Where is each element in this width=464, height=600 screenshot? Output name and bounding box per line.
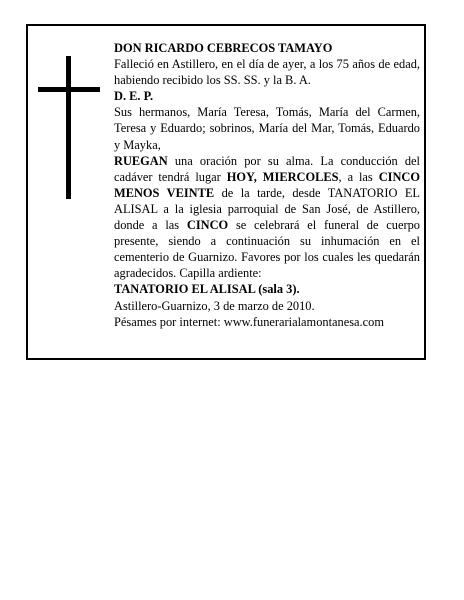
- day-label: HOY, MIERCOLES: [226, 169, 339, 184]
- funeral-text: se celebrará el funeral de cuerpo presente, siendo a continuación su inhumación en el cementerio de Guarnizo. Favores por los cuales les quedarán agradecidos. Capilla ardiente:: [114, 218, 420, 281]
- death-text: Falleció en Astillero, en el día de ayer, a los 75 años de edad, habiendo recibido los SS. SS. y la B. A.: [114, 57, 420, 88]
- chapel-label: TANATORIO EL ALISAL (sala 3).: [114, 282, 300, 297]
- prayer-text: una oración por su alma. La conducción del cadáver tendrá lugar: [114, 153, 420, 184]
- obituary-notice: [26, 24, 426, 360]
- funeral-time-label: CINCO: [186, 218, 229, 233]
- dep-label: D. E. P.: [114, 89, 154, 104]
- place-date: Astillero-Guarnizo, 3 de marzo de 2010.: [114, 298, 315, 313]
- cross-vertical-bar: [66, 56, 71, 199]
- family-text: Sus hermanos, María Teresa, Tomás, María del Carmen, Teresa y Eduardo; sobrinos, María del Mar, Tomás, Eduardo y Mayka,: [114, 105, 420, 152]
- deceased-name: DON RICARDO CEBRECOS TAMAYO: [114, 41, 333, 55]
- time-label: CINCO MENOS VEINTE: [114, 169, 420, 200]
- at-text: , a las: [338, 169, 379, 184]
- cross-icon: [38, 56, 100, 199]
- ruegan-label: RUEGAN: [114, 153, 168, 168]
- condolences-text: Pésames por internet: www.funerarialamontanesa.com: [114, 314, 384, 329]
- cross-horizontal-bar: [38, 87, 100, 92]
- notice-text: [114, 40, 420, 330]
- ceremony-paragraph: [114, 153, 420, 282]
- route-text: de la tarde, desde TANATORIO EL ALISAL a la iglesia parroquial de San José, de Astillero, donde a las: [114, 185, 420, 233]
